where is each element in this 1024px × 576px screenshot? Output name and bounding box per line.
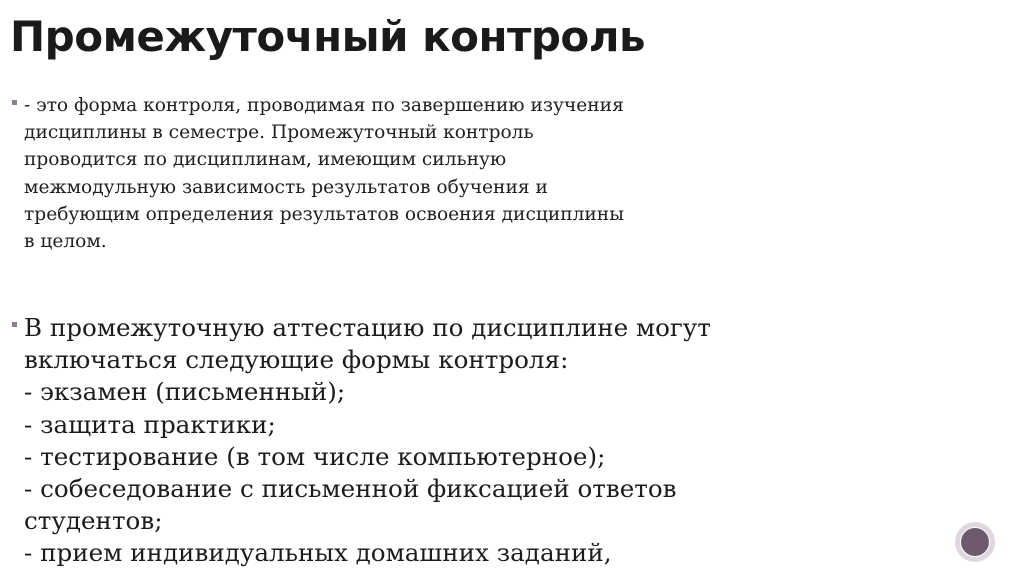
text-line: - собеседование с письменной фиксацией ответов [24, 474, 677, 504]
bullet-marker [12, 100, 17, 105]
text-line: дисциплины в семестре. Промежуточный контроль [24, 122, 534, 144]
bullet-item-forms [24, 312, 824, 570]
text-line: проводится по дисциплинам, имеющим сильную [24, 149, 507, 171]
bullet-marker [12, 322, 17, 327]
text-line: студентов; [24, 506, 163, 536]
circle-icon [960, 527, 990, 557]
slide-decoration-icon [955, 522, 995, 562]
text-line: - защита практики; [24, 409, 276, 439]
text-line: - это форма контроля, проводимая по завершению изучения [24, 95, 624, 116]
bullet-item-definition [24, 92, 824, 255]
text-line: - прием индивидуальных домашних заданий, [24, 538, 612, 568]
slide-title: Промежуточный контроль [10, 12, 646, 61]
text-line: - тестирование (в том числе компьютерное); [24, 441, 606, 471]
text-line: В промежуточную аттестацию по дисциплине могут [24, 313, 711, 342]
text-line: межмодульную зависимость результатов обучения и [24, 176, 548, 198]
text-line: в целом. [24, 231, 107, 253]
text-line: - экзамен (письменный); [24, 377, 346, 407]
text-line: требующим определения результатов освоения дисциплины [24, 203, 625, 225]
text-line: включаться следующие формы контроля: [24, 345, 569, 375]
